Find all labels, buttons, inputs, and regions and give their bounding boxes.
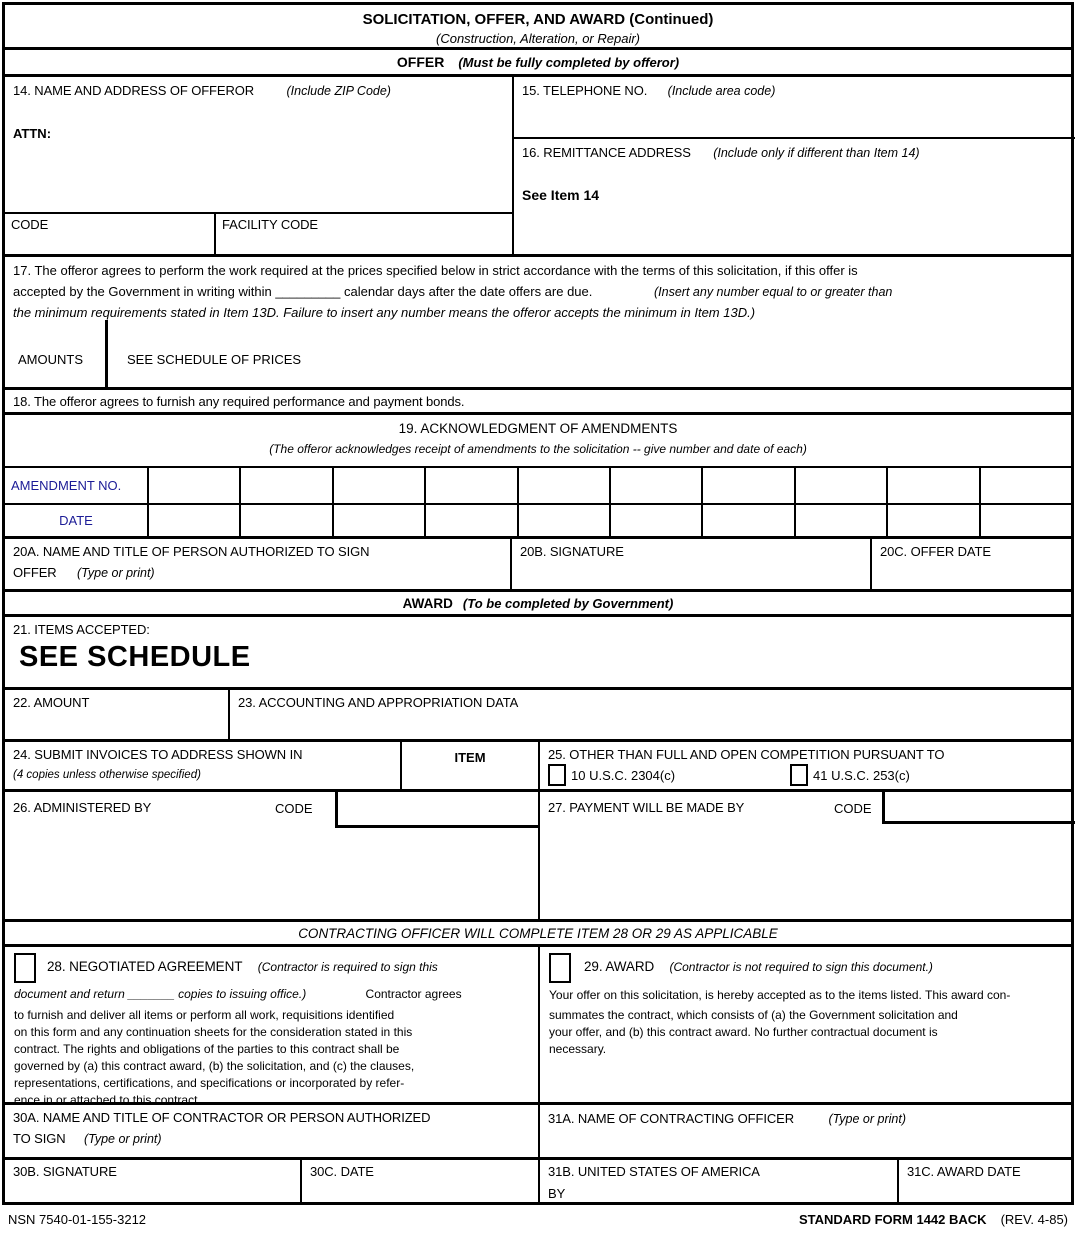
block-30a-31a [5, 1105, 1071, 1160]
amendment-date-cell[interactable] [332, 505, 424, 536]
field-31c-award-date[interactable] [899, 1160, 1075, 1204]
item17-line3-note: the minimum requirements stated in Item 13D. Failure to insert any number means the offeror accepts the minimum in Item 13D.) [13, 305, 756, 320]
amendment-no-cell[interactable] [239, 468, 331, 503]
field-24-submit-invoices[interactable] [5, 742, 402, 789]
item26-code-label: CODE [275, 801, 313, 816]
form-revision: (REV. 4-85) [1000, 1212, 1068, 1227]
form-footer [8, 1212, 1068, 1227]
item31c-label: 31C. AWARD DATE [907, 1164, 1021, 1179]
item28-line: to furnish and deliver all items or perform all work, requisitions identified [14, 1008, 395, 1022]
amendment-date-cell[interactable] [886, 505, 978, 536]
amendment-date-cell[interactable] [979, 505, 1071, 536]
block-14-15-16 [5, 77, 1071, 257]
item24-label: 24. SUBMIT INVOICES TO ADDRESS SHOWN IN [13, 747, 303, 762]
field-30a-contractor-name[interactable] [5, 1105, 540, 1157]
item28-line: governed by (a) this contract award, (b) the solicitation, and (c) the clauses, [14, 1059, 415, 1073]
block-22-23 [5, 690, 1071, 742]
item28-line: ence in or attached to this contract. [14, 1093, 201, 1107]
item20a-label2: OFFER [13, 565, 57, 580]
field-22-amount[interactable] [5, 690, 230, 739]
checkbox-10-usc-2304c[interactable] [548, 764, 566, 786]
label-41-usc-253c: 41 U.S.C. 253(c) [813, 767, 910, 783]
field-26-administered-by[interactable] [5, 792, 540, 919]
field-31b-usa-signature[interactable] [540, 1160, 899, 1204]
offer-section-bar [5, 50, 1071, 77]
field-15-telephone[interactable] [514, 77, 1075, 139]
block-20-signature [5, 539, 1071, 592]
item19-title: 19. ACKNOWLEDGMENT OF AMENDMENTS [398, 421, 678, 436]
item28-line: contract. The rights and obligations of the parties to this contract shall be [14, 1042, 400, 1056]
item14-label: 14. NAME AND ADDRESS OF OFFEROR [13, 83, 255, 98]
code-row [5, 212, 512, 254]
item21-label: 21. ITEMS ACCEPTED: [13, 622, 150, 637]
award-bar-label: AWARD [402, 595, 453, 611]
code-label: CODE [11, 217, 49, 232]
field-30c-date[interactable] [302, 1160, 540, 1204]
amendment-no-cell[interactable] [147, 468, 239, 503]
amendment-date-cell[interactable] [424, 505, 516, 536]
item23-label: 23. ACCOUNTING AND APPROPRIATION DATA [238, 695, 519, 710]
amendment-no-label: AMENDMENT NO. [11, 478, 122, 493]
amendment-no-cell[interactable] [609, 468, 701, 503]
award-bar-note: (To be completed by Government) [462, 595, 674, 611]
item29-line: necessary. [549, 1042, 607, 1056]
offer-bar-label: OFFER [396, 54, 445, 70]
item27-label: 27. PAYMENT WILL BE MADE BY [548, 800, 745, 815]
form-subtitle: (Construction, Alteration, or Repair) [436, 31, 640, 46]
form-title: SOLICITATION, OFFER, AND AWARD (Continued) [362, 11, 714, 28]
amendment-date-cell[interactable] [609, 505, 701, 536]
item17-line2-pre: accepted by the Government in writing within [13, 284, 272, 299]
item16-label: 16. REMITTANCE ADDRESS [522, 145, 691, 160]
item30a-note: (Type or print) [83, 1132, 162, 1146]
amendment-no-cell[interactable] [424, 468, 516, 503]
block-24-25 [5, 742, 1071, 792]
field-20c-offer-date[interactable] [872, 539, 1075, 589]
amendment-date-row [5, 505, 1071, 539]
amendment-date-cell[interactable] [517, 505, 609, 536]
item30a-label2: TO SIGN [13, 1131, 66, 1146]
field-27-payment-by[interactable] [540, 792, 1075, 919]
calendar-days-blank[interactable]: _________ [275, 284, 341, 299]
item24-item-header: ITEM [454, 750, 486, 765]
amendment-number-row [5, 468, 1071, 505]
item16-note: (Include only if different than Item 14) [713, 146, 920, 160]
item29-line: summates the contract, which consists of (a) the Government solicitation and [549, 1008, 958, 1022]
field-14-offeror-name-address[interactable] [5, 77, 514, 254]
field-23-accounting-data[interactable] [230, 690, 1075, 739]
amendment-no-cell[interactable] [332, 468, 424, 503]
amendment-date-cell[interactable] [147, 505, 239, 536]
item31a-label: 31A. NAME OF CONTRACTING OFFICER [548, 1111, 794, 1126]
item26-label: 26. ADMINISTERED BY [13, 800, 152, 815]
item22-label: 22. AMOUNT [13, 695, 90, 710]
amendment-date-label: DATE [59, 513, 93, 528]
form-frame [2, 2, 1074, 1205]
amendment-no-cell[interactable] [979, 468, 1071, 503]
item17-line2-post: calendar days after the date offers are due. [344, 284, 593, 299]
block-28-29 [5, 947, 1071, 1105]
field-16-remittance-address[interactable] [514, 139, 1075, 257]
item30c-label: 30C. DATE [310, 1164, 374, 1179]
item28-line: on this form and any continuation sheets for the consideration stated in this [14, 1025, 413, 1039]
block-28-negotiated-agreement [5, 947, 540, 1107]
item21-value: SEE SCHEDULE [19, 641, 251, 673]
item31b-label: 31B. UNITED STATES OF AMERICA [548, 1164, 760, 1179]
item29-line: Your offer on this solicitation, is hereby accepted as to the items listed. This award con- [549, 988, 1011, 1002]
block-30b-31c [5, 1160, 1071, 1204]
amendment-date-cell[interactable] [794, 505, 886, 536]
item30b-label: 30B. SIGNATURE [13, 1164, 117, 1179]
checkbox-29-award[interactable] [549, 953, 571, 983]
item31b-by-label: BY [548, 1186, 566, 1201]
field-27-code-box[interactable] [882, 792, 1075, 824]
amounts-value: SEE SCHEDULE OF PRICES [127, 352, 302, 367]
contracting-officer-text: CONTRACTING OFFICER WILL COMPLETE ITEM 28 OR 29 AS APPLICABLE [298, 926, 778, 941]
amendment-no-cell[interactable] [517, 468, 609, 503]
item28-note2: document and return _______ copies to issuing office.) [14, 987, 307, 1001]
amendment-no-cell[interactable] [794, 468, 886, 503]
checkbox-28-negotiated-agreement[interactable] [14, 953, 36, 983]
block-18-bonds [5, 390, 1071, 415]
amendment-no-cell[interactable] [886, 468, 978, 503]
item25-label: 25. OTHER THAN FULL AND OPEN COMPETITION PURSUANT TO [548, 747, 945, 762]
block-19-header [5, 415, 1071, 468]
block-17-offer-terms [5, 257, 1071, 390]
field-offeror-code[interactable] [5, 214, 216, 254]
award-section-bar [5, 592, 1071, 617]
contracting-officer-bar [5, 922, 1071, 947]
item15-label: 15. TELEPHONE NO. [522, 83, 648, 98]
amounts-divider [105, 320, 108, 387]
field-facility-code[interactable] [216, 214, 512, 254]
item14-attn-label: ATTN: [13, 126, 52, 141]
field-26-code-box[interactable] [335, 792, 538, 828]
item20a-note: (Type or print) [77, 566, 155, 580]
form-number: STANDARD FORM 1442 BACK [799, 1212, 987, 1227]
item27-code-label: CODE [834, 801, 872, 816]
field-30b-signature[interactable] [5, 1160, 302, 1204]
item15-note: (Include area code) [667, 84, 776, 98]
offer-bar-note: (Must be fully completed by offeror) [458, 54, 680, 70]
block-26-27 [5, 792, 1071, 922]
facility-code-label: FACILITY CODE [222, 217, 318, 232]
amendment-no-cell[interactable] [701, 468, 793, 503]
item31a-note: (Type or print) [828, 1112, 907, 1126]
item17-line1: 17. The offeror agrees to perform the work required at the prices specified below in strict accordance with the terms of this solicitation, if this offer is [13, 263, 858, 278]
item16-value: See Item 14 [522, 187, 600, 203]
item20a-label: 20A. NAME AND TITLE OF PERSON AUTHORIZED TO SIGN [13, 544, 370, 559]
amendment-date-cell[interactable] [239, 505, 331, 536]
amendment-date-cell[interactable] [701, 505, 793, 536]
item30a-label: 30A. NAME AND TITLE OF CONTRACTOR OR PERSON AUTHORIZED [13, 1110, 431, 1125]
item28-note2-post: Contractor agrees [365, 987, 462, 1001]
item20c-label: 20C. OFFER DATE [880, 544, 991, 559]
title-block [5, 5, 1071, 50]
field-31a-contracting-officer-name[interactable] [540, 1105, 1075, 1157]
item24-note: (4 copies unless otherwise specified) [13, 769, 201, 781]
amounts-label: AMOUNTS [18, 352, 83, 367]
item17-line2-note: (Insert any number equal to or greater than [654, 285, 893, 299]
item29-note: (Contractor is not required to sign this document.) [669, 960, 933, 974]
block-29-award [540, 947, 1075, 1102]
item19-note: (The offeror acknowledges receipt of amendments to the solicitation -- give number and date of each) [269, 442, 807, 456]
field-20a-authorized-person[interactable] [5, 539, 512, 589]
item28-line: representations, certifications, and specifications or incorporated by refer- [14, 1076, 405, 1090]
label-10-usc-2304c: 10 U.S.C. 2304(c) [571, 767, 676, 783]
item18-text: 18. The offeror agrees to furnish any required performance and payment bonds. [13, 394, 465, 409]
item28-heading: 28. NEGOTIATED AGREEMENT [47, 959, 243, 974]
item28-note1: (Contractor is required to sign this [257, 960, 438, 974]
block-21-items-accepted[interactable] [5, 617, 1071, 690]
field-24-item[interactable] [402, 742, 540, 789]
nsn-number: NSN 7540-01-155-3212 [8, 1212, 147, 1227]
checkbox-41-usc-253c[interactable] [790, 764, 808, 786]
item20b-label: 20B. SIGNATURE [520, 544, 624, 559]
field-20b-signature[interactable] [512, 539, 872, 589]
item29-heading: 29. AWARD [584, 959, 655, 974]
block-25-competition [540, 742, 1075, 789]
item29-line: your offer, and (b) this contract award. No further contractual document is [549, 1025, 938, 1039]
item14-note: (Include ZIP Code) [286, 84, 391, 98]
